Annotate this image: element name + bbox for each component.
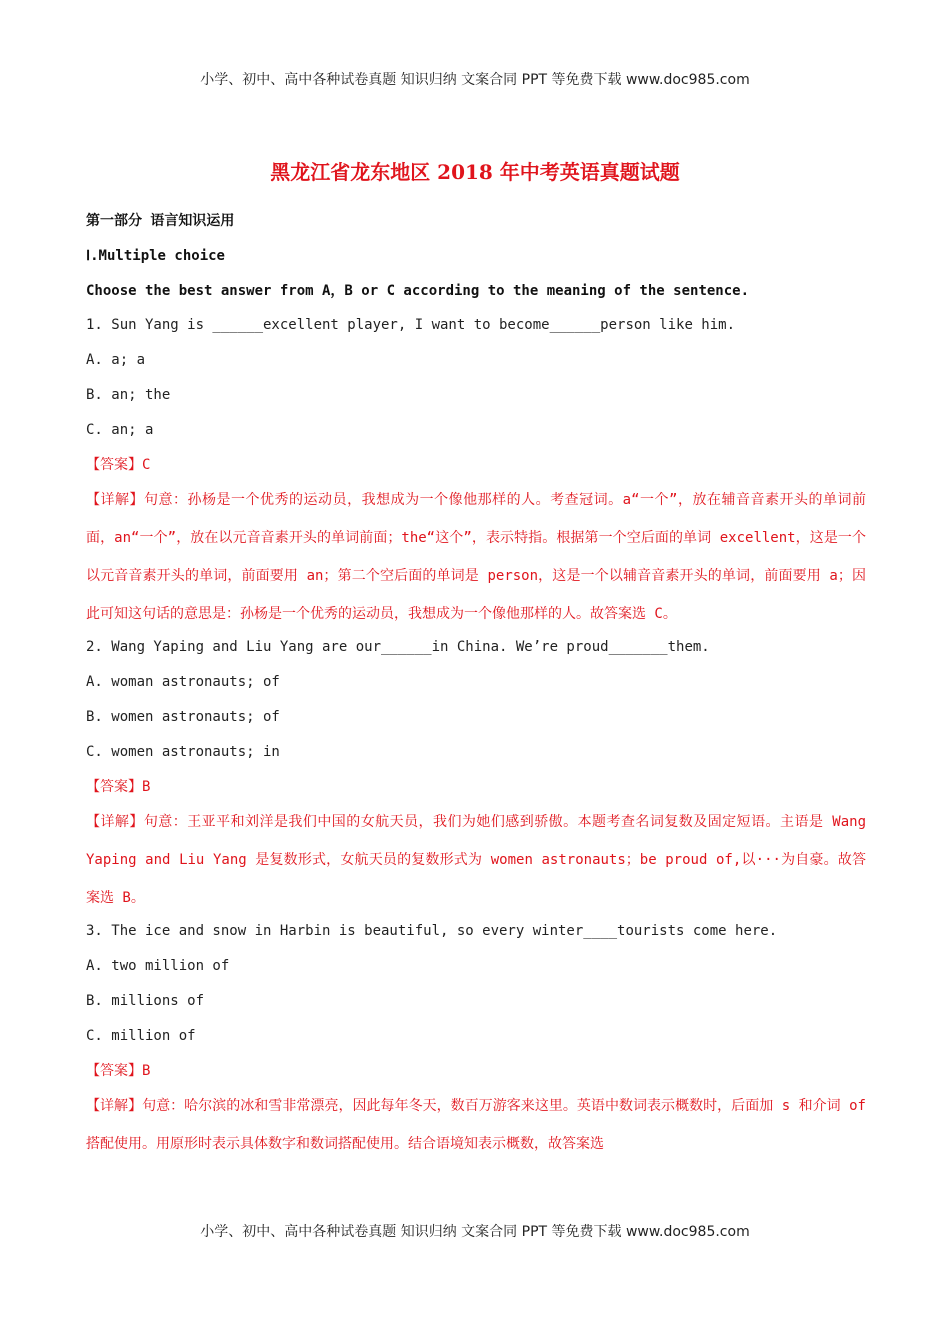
- page-footer: 小学、初中、高中各种试卷真题 知识归纳 文案合同 PPT 等免费下载 www.doc985.com: [200, 1224, 750, 1240]
- answer-detail: 【详解】句意：哈尔滨的冰和雪非常漂亮，因此每年冬天，数百万游客来这里。英语中数词表示概数时，后面加 s 和介词 of 搭配使用。用原形时表示具体数字和数词搭配使用。结合语境知表示概数，故答案选: [86, 1098, 866, 1153]
- question-3: [86, 917, 866, 1163]
- instruction-text: Choose the best answer from A，B or C according to the meaning of the sentence.: [86, 282, 750, 299]
- question-1: [86, 311, 866, 633]
- answer-label: 【答案】C: [86, 456, 151, 473]
- question-stem: 2. Wang Yaping and Liu Yang are our______in China. We’re proud_______them.: [86, 639, 710, 656]
- answer-label: 【答案】B: [86, 778, 151, 795]
- option-b: B. an; the: [86, 386, 171, 403]
- option-b: B. women astronauts; of: [86, 708, 280, 725]
- answer-label: 【答案】B: [86, 1062, 151, 1079]
- option-c: C. women astronauts; in: [86, 743, 280, 760]
- option-b: B. millions of: [86, 992, 205, 1009]
- question-stem: 1. Sun Yang is ______excellent player, I want to become______person like him.: [86, 317, 736, 334]
- option-c: C. million of: [86, 1027, 196, 1044]
- question-stem: 3. The ice and snow in Harbin is beautiful, so every winter____tourists come here.: [86, 923, 778, 940]
- page-header: 小学、初中、高中各种试卷真题 知识归纳 文案合同 PPT 等免费下载 www.doc985.com: [200, 72, 750, 88]
- answer-detail: 【详解】句意：孙杨是一个优秀的运动员，我想成为一个像他那样的人。考查冠词。a“一个”，放在辅音音素开头的单词前面，an“一个”，放在以元音音素开头的单词前面；the“这个”，表示特指。根据第一个空后面的单词 excellent，这是一个以元音音素开头的单词，前面要用 an；第二个空后面的单词是 person，这是一个以辅音音素开头的单词，前面要用 a；因此可知这句话的意思是：孙杨是一个优秀的运动员，我想成为一个像他那样的人。故答案选 C。: [86, 492, 866, 623]
- document-title: 黑龙江省龙东地区 2018 年中考英语真题试题: [270, 160, 680, 184]
- question-2: [86, 633, 866, 917]
- option-c: C. an; a: [86, 421, 154, 438]
- part-heading: 第一部分 语言知识运用: [86, 213, 235, 229]
- option-a: A. two million of: [86, 958, 230, 975]
- option-a: A. a; a: [86, 352, 146, 369]
- section-heading: Ⅰ.Multiple choice: [86, 247, 225, 264]
- option-a: A. woman astronauts; of: [86, 674, 280, 691]
- answer-detail: 【详解】句意：王亚平和刘洋是我们中国的女航天员，我们为她们感到骄傲。本题考查名词复数及固定短语。主语是 Wang Yaping and Liu Yang 是复数形式，女航天员的复数形式为 women astronauts；be proud of,以···为自豪。故答案选 B。: [86, 814, 866, 907]
- document-body: [86, 207, 866, 1163]
